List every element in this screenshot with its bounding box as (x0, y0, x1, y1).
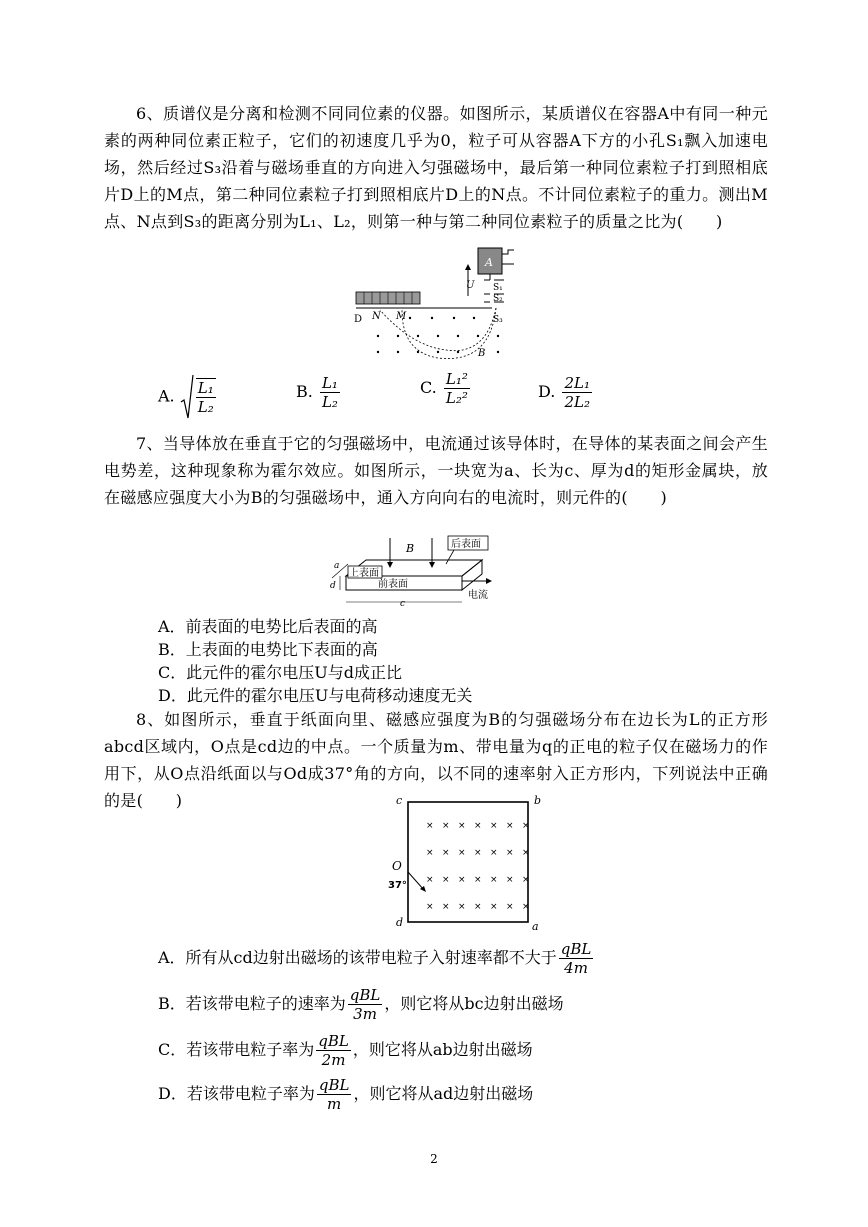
q7-option-c: C．此元件的霍尔电压U与d成正比 (158, 663, 402, 682)
label-S2: S₂ (493, 294, 503, 304)
label-N: N (372, 311, 381, 322)
field-cross: × (490, 902, 498, 912)
q6-option-d (538, 374, 594, 411)
label-O-point: O (392, 859, 402, 873)
question-7-body: 当导体放在垂直于它的匀强磁场中，电流通过该导体时，在导体的某表面之间会产生电势差，这种现象称为霍尔效应。如图所示，一块宽为a、长为c、厚为d的矩形金属块，放在磁感应强度大小为B的匀强磁场中，通入方向向右的电流时，则元件的( ) (104, 434, 769, 507)
q8-b-pre: B．若该带电粒子的速率为 (158, 994, 346, 1013)
field-cross: × (490, 848, 498, 858)
q8-option-b (158, 986, 564, 1023)
label-c-dim: c (400, 599, 406, 609)
q6-option-a-label: A. (158, 386, 175, 406)
q8-a-pre: A．所有从cd边射出磁场的该带电粒子入射速率都不大于 (158, 948, 557, 967)
q8-option-d (158, 1076, 533, 1113)
question-7-text (104, 430, 768, 511)
q6-a-numerator: L₁ (197, 379, 214, 397)
q6-option-d-label: D. (538, 382, 556, 401)
q8-b-denominator: 3m (353, 1005, 377, 1023)
label-angle: 37° (388, 880, 407, 891)
q6-option-b (296, 374, 342, 411)
label-b-corner: b (534, 794, 542, 807)
label-D: D (354, 314, 363, 325)
q8-c-numerator: qBL (318, 1032, 349, 1050)
field-cross: × (426, 902, 434, 912)
field-cross: × (522, 902, 530, 912)
q8-b-numerator: qBL (349, 986, 381, 1004)
hall-effect-figure (326, 534, 506, 614)
label-B-hall: B (406, 542, 415, 555)
field-cross: × (442, 821, 450, 831)
label-current: 电流 (468, 590, 488, 601)
label-back-surface: 后表面 (451, 539, 481, 550)
label-a-dim: a (334, 561, 340, 571)
magnetic-field-crosses (426, 821, 530, 912)
q8-b-post: ，则它将从bc边射出磁场 (384, 994, 564, 1013)
field-cross: × (506, 821, 514, 831)
sqrt-expression (180, 374, 218, 420)
field-cross: × (474, 821, 482, 831)
q8-a-numerator: qBL (560, 940, 592, 958)
square-field-figure (386, 792, 546, 932)
field-cross: × (426, 821, 434, 831)
q6-option-c (420, 370, 472, 407)
q6-d-denominator: 2L₂ (564, 393, 590, 411)
field-cross: × (458, 821, 466, 831)
q8-d-denominator: m (327, 1095, 342, 1113)
q6-c-denominator: L₂² (445, 389, 468, 407)
q6-b-denominator: L₂ (321, 393, 338, 411)
mass-spectrometer-figure (350, 246, 530, 364)
field-cross: × (490, 875, 498, 885)
question-7-number: 7、 (136, 434, 163, 453)
q6-c-numerator: L₁² (445, 370, 468, 388)
field-cross: × (442, 848, 450, 858)
page-number: 2 (430, 1152, 438, 1166)
field-cross: × (474, 902, 482, 912)
q7-option-a: A．前表面的电势比后表面的高 (158, 617, 378, 636)
field-cross: × (506, 875, 514, 885)
label-a-corner: a (532, 920, 539, 932)
question-8-body: 如图所示，垂直于纸面向里、磁感应强度为B的匀强磁场分布在边长为L的正方形abcd区域内，O点是cd边的中点。一个质量为m、带电量为q的正电的粒子仅在磁场力的作用下，从O点沿纸面以与Od成37°角的方向，以不同的速率射入正方形内，下列说法中正确的是( ) (104, 710, 768, 810)
q6-option-a (158, 374, 218, 420)
q8-d-numerator: qBL (318, 1076, 350, 1094)
q6-option-c-label: C. (420, 378, 437, 397)
q8-option-a (158, 940, 595, 977)
q8-a-denominator: 4m (564, 959, 588, 977)
field-cross: × (490, 821, 498, 831)
label-d-corner: d (396, 916, 404, 929)
question-6-text (104, 100, 768, 235)
field-cross: × (474, 875, 482, 885)
field-cross: × (442, 902, 450, 912)
q6-a-denominator: L₂ (197, 398, 214, 416)
q8-c-post: ，则它将从ab边射出磁场 (352, 1040, 533, 1059)
q7-option-d: D．此元件的霍尔电压U与电荷移动速度无关 (158, 686, 473, 705)
q6-b-numerator: L₁ (321, 374, 338, 392)
label-front-surface: 前表面 (378, 579, 408, 590)
field-cross: × (506, 848, 514, 858)
q6-option-b-label: B. (296, 382, 313, 401)
field-cross: × (426, 875, 434, 885)
question-8-number: 8、 (136, 710, 165, 729)
field-cross: × (522, 875, 530, 885)
field-cross: × (442, 875, 450, 885)
field-cross: × (522, 821, 530, 831)
field-cross: × (506, 902, 514, 912)
q7-option-b: B．上表面的电势比下表面的高 (158, 640, 378, 659)
question-6-body: 质谱仪是分离和检测不同同位素的仪器。如图所示，某质谱仪在容器A中有同一种元素的两种同位素正粒子，它们的初速度几乎为0，粒子可从容器A下方的小孔S₁飘入加速电场，然后经过S₃沿着与磁场垂直的方向进入匀强磁场中，最后第一种同位素粒子打到照相底片D上的M点，第二种同位素粒子打到照相底片D上的N点。不计同位素粒子的重力。测出M点、N点到S₃的距离分别为L₁、L₂，则第一种与第二种同位素粒子的质量之比为( ) (104, 104, 769, 231)
label-S3: S₃ (493, 315, 503, 325)
label-U: U (466, 280, 475, 291)
field-cross: × (458, 848, 466, 858)
field-cross: × (458, 902, 466, 912)
question-6-number: 6、 (136, 104, 164, 123)
field-cross: × (474, 848, 482, 858)
label-top-surface: 上表面 (349, 568, 379, 579)
field-cross: × (426, 848, 434, 858)
sqrt-sign-icon (180, 374, 194, 420)
field-cross: × (522, 848, 530, 858)
label-B: B (478, 348, 486, 359)
q6-d-numerator: 2L₁ (564, 374, 590, 392)
field-cross: × (458, 875, 466, 885)
label-c-corner: c (396, 794, 403, 807)
label-d-dim: d (330, 581, 336, 591)
q8-option-c (158, 1032, 533, 1069)
q8-c-pre: C．若该带电粒子率为 (158, 1040, 315, 1059)
q8-d-pre: D．若该带电粒子率为 (158, 1084, 315, 1103)
label-M: M (396, 311, 407, 322)
label-A: A (485, 256, 493, 269)
q8-c-denominator: 2m (321, 1051, 346, 1069)
q8-d-post: ，则它将从ad边射出磁场 (353, 1084, 534, 1103)
label-S1: S₁ (493, 283, 503, 293)
